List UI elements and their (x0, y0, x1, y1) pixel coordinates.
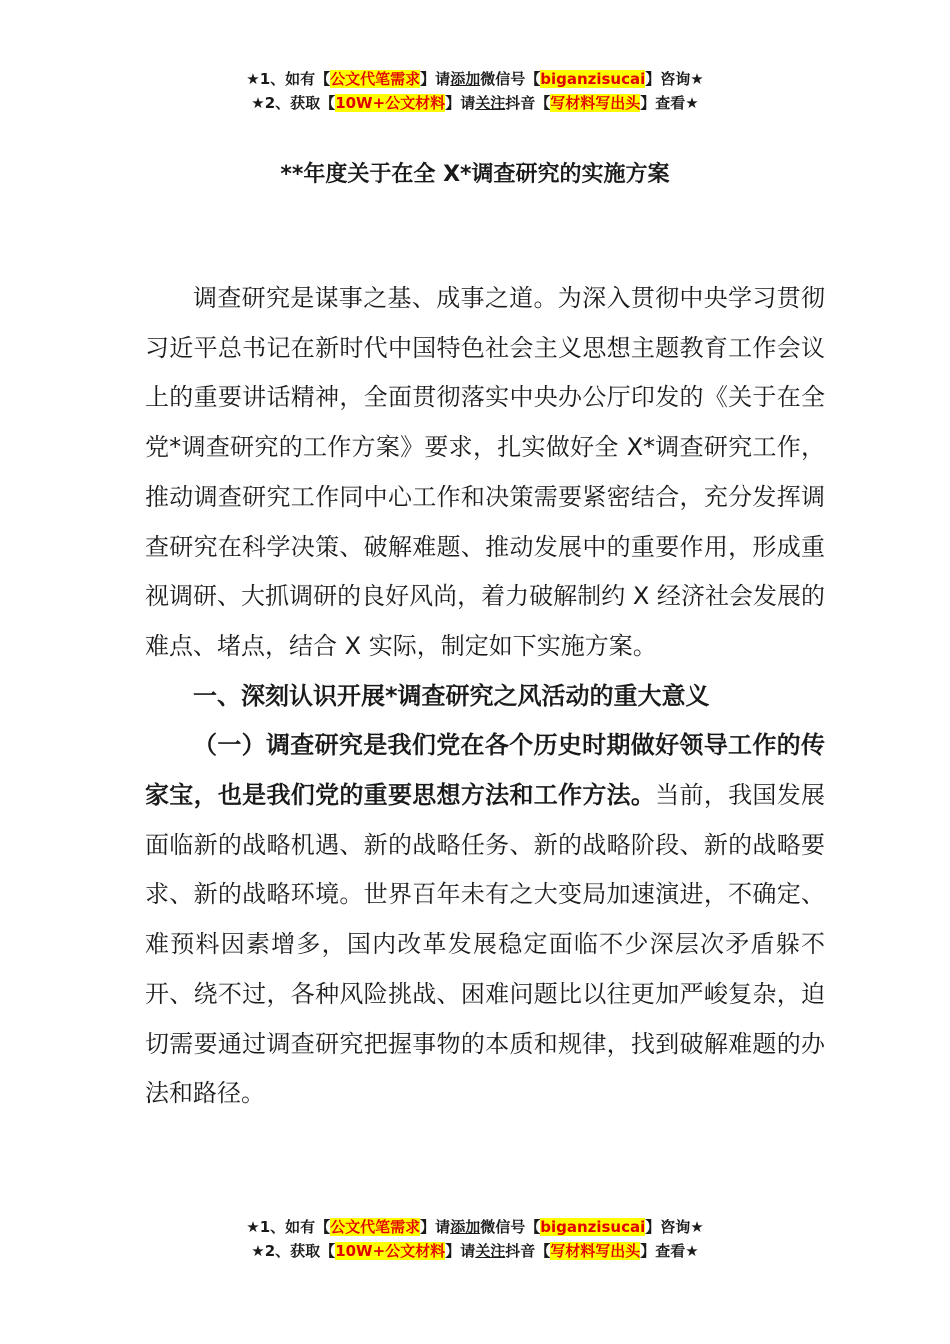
promo-banner-bottom (0, 1215, 950, 1263)
highlight-text: 10W+公文材料 (335, 94, 446, 112)
douyin-account: 写材料写出头 (550, 1242, 641, 1260)
subsection-heading: （一）调查研究是我们党在各个历史时期做好领导工作的传家宝，也是我们党的重要思想方法和工作方法。 (145, 731, 825, 810)
highlight-text: 公文代笔需求 (330, 70, 421, 88)
wechat-id: biganzisucai (540, 1218, 646, 1236)
promo-line-2: ★2、获取【10W+公文材料】请关注抖音【写材料写出头】查看★ (251, 94, 699, 112)
douyin-account: 写材料写出头 (550, 94, 641, 112)
promo-line-2: ★2、获取【10W+公文材料】请关注抖音【写材料写出头】查看★ (251, 1242, 699, 1260)
intro-paragraph: 调查研究是谋事之基、成事之道。为深入贯彻中央学习贯彻习近平总书记在新时代中国特色社会主义思想主题教育工作会议上的重要讲话精神，全面贯彻落实中央办公厅印发的《关于在全党*调查研究的工作方案》要求，扎实做好全 X*调查研究工作，推动调查研究工作同中心工作和决策需要紧密结合，充分发挥调查研究在科学决策、破解难题、推动发展中的重要作用，形成重视调研、大抓调研的良好风尚，着力破解制约 X 经济社会发展的难点、堵点，结合 X 实际，制定如下实施方案。 (145, 284, 825, 660)
highlight-text: 公文代笔需求 (330, 1218, 421, 1236)
document-title: **年度关于在全 X*调查研究的实施方案 (280, 162, 670, 187)
section-heading: 一、深刻认识开展*调查研究之风活动的重大意义 (193, 681, 710, 710)
highlight-text: 10W+公文材料 (335, 1242, 446, 1260)
wechat-id: biganzisucai (540, 70, 646, 88)
document-body (145, 274, 825, 1119)
subsection-paragraph (145, 721, 825, 1119)
subsection-text: 当前，我国发展面临新的战略机遇、新的战略任务、新的战略阶段、新的战略要求、新的战略环境。世界百年未有之大变局加速演进，不确定、难预料因素增多，国内改革发展稳定面临不少深层次矛盾躲不开、绕不过，各种风险挑战、困难问题比以往更加严峻复杂，迫切需要通过调查研究把握事物的本质和规律，找到破解难题的办法和路径。 (145, 781, 826, 1108)
promo-line-1: ★1、如有【公文代笔需求】请添加微信号【biganzisucai】咨询★ (246, 1218, 704, 1236)
promo-line-1: ★1、如有【公文代笔需求】请添加微信号【biganzisucai】咨询★ (246, 70, 704, 88)
promo-banner-top (0, 67, 950, 115)
